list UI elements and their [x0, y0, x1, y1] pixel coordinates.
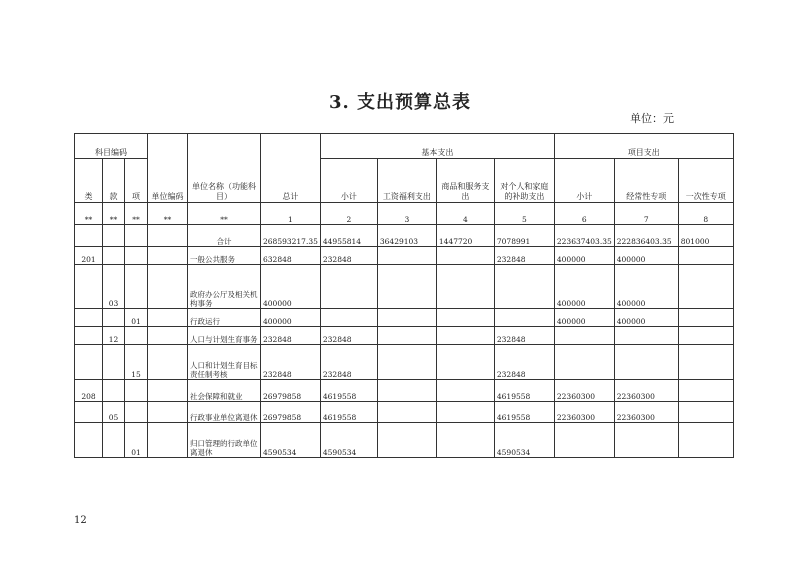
code-xiang: 01 — [125, 423, 148, 458]
goods-cell: 1447720 — [436, 225, 494, 247]
goods-cell — [436, 247, 494, 265]
table-row — [75, 380, 734, 402]
code-kuan: 05 — [103, 402, 125, 423]
basic-subtotal-cell: 4619558 — [320, 402, 377, 423]
basic-subtotal-cell — [320, 309, 377, 327]
code-xiang — [125, 380, 148, 402]
salary-cell — [377, 402, 436, 423]
salary-cell — [377, 380, 436, 402]
function-name-cell: 行政运行 — [188, 309, 261, 327]
basic-subtotal-cell: 232848 — [320, 345, 377, 380]
index-cell: 5 — [494, 203, 554, 225]
unit-code-cell — [148, 327, 188, 345]
goods-cell — [436, 402, 494, 423]
table-row — [75, 345, 734, 380]
one-time-cell — [678, 309, 733, 327]
index-cell: ** — [148, 203, 188, 225]
personal-cell — [494, 265, 554, 309]
basic-subtotal-cell: 232848 — [320, 327, 377, 345]
salary-cell — [377, 309, 436, 327]
code-kuan — [103, 380, 125, 402]
unit-code-cell — [148, 345, 188, 380]
goods-cell — [436, 345, 494, 380]
project-subtotal-cell — [554, 327, 614, 345]
project-subtotal-cell — [554, 345, 614, 380]
code-kuan — [103, 309, 125, 327]
index-cell: 8 — [678, 203, 733, 225]
header-unit-name: 单位名称（功能科目） — [188, 134, 261, 203]
recurring-cell — [614, 345, 678, 380]
salary-cell — [377, 423, 436, 458]
code-lei — [75, 423, 103, 458]
index-cell: 1 — [261, 203, 321, 225]
table-row — [75, 265, 734, 309]
project-subtotal-cell: 400000 — [554, 247, 614, 265]
goods-cell — [436, 327, 494, 345]
header-one-time: 一次性专项 — [678, 159, 733, 203]
code-lei — [75, 345, 103, 380]
header-basic-subtotal: 小计 — [320, 159, 377, 203]
total-cell: 4590534 — [261, 423, 321, 458]
recurring-cell: 400000 — [614, 265, 678, 309]
function-name-cell: 政府办公厅及相关机构事务 — [188, 265, 261, 309]
total-cell: 268593217.35 — [261, 225, 321, 247]
personal-cell: 4590534 — [494, 423, 554, 458]
header-lei: 类 — [75, 159, 103, 203]
project-subtotal-cell: 400000 — [554, 309, 614, 327]
personal-cell: 7078991 — [494, 225, 554, 247]
code-xiang — [125, 225, 148, 247]
expenditure-budget-table — [74, 133, 734, 458]
unit-code-cell — [148, 247, 188, 265]
header-kuan: 款 — [103, 159, 125, 203]
project-subtotal-cell: 22360300 — [554, 380, 614, 402]
one-time-cell — [678, 247, 733, 265]
page-number: 12 — [74, 515, 87, 526]
index-cell: 7 — [614, 203, 678, 225]
unit-code-cell — [148, 380, 188, 402]
function-name-cell: 一般公共服务 — [188, 247, 261, 265]
code-xiang — [125, 327, 148, 345]
basic-subtotal-cell: 4590534 — [320, 423, 377, 458]
personal-cell — [494, 309, 554, 327]
one-time-cell — [678, 380, 733, 402]
function-name-cell: 人口与计划生育事务 — [188, 327, 261, 345]
index-cell: ** — [125, 203, 148, 225]
one-time-cell — [678, 345, 733, 380]
header-xiang: 项 — [125, 159, 148, 203]
header-unit-code: 单位编码 — [148, 134, 188, 203]
personal-cell: 232848 — [494, 327, 554, 345]
code-lei — [75, 402, 103, 423]
table-row — [75, 247, 734, 265]
index-cell: 6 — [554, 203, 614, 225]
code-xiang: 01 — [125, 309, 148, 327]
header-personal-family: 对个人和家庭的补助支出 — [494, 159, 554, 203]
personal-cell: 4619558 — [494, 402, 554, 423]
table-row — [75, 309, 734, 327]
unit-code-cell — [148, 265, 188, 309]
function-name-cell: 人口和计划生育目标责任制考核 — [188, 345, 261, 380]
index-cell: 2 — [320, 203, 377, 225]
unit-code-cell — [148, 423, 188, 458]
code-xiang: 15 — [125, 345, 148, 380]
salary-cell — [377, 247, 436, 265]
project-subtotal-cell — [554, 423, 614, 458]
header-project-subtotal: 小计 — [554, 159, 614, 203]
goods-cell — [436, 423, 494, 458]
page-title: 3. 支出预算总表 — [328, 92, 472, 113]
header-salary-welfare: 工资福利支出 — [377, 159, 436, 203]
total-cell: 232848 — [261, 327, 321, 345]
index-cell: ** — [188, 203, 261, 225]
function-name-cell: 行政事业单位离退休 — [188, 402, 261, 423]
function-name-cell: 社会保障和就业 — [188, 380, 261, 402]
function-name-cell: 归口管理的行政单位离退休 — [188, 423, 261, 458]
one-time-cell — [678, 265, 733, 309]
recurring-cell: 22360300 — [614, 402, 678, 423]
personal-cell: 232848 — [494, 247, 554, 265]
project-subtotal-cell: 400000 — [554, 265, 614, 309]
unit-code-cell — [148, 309, 188, 327]
one-time-cell — [678, 327, 733, 345]
total-cell: 26979858 — [261, 402, 321, 423]
recurring-cell: 222836403.35 — [614, 225, 678, 247]
code-xiang — [125, 265, 148, 309]
unit-code-cell — [148, 402, 188, 423]
recurring-cell — [614, 327, 678, 345]
total-cell: 632848 — [261, 247, 321, 265]
project-subtotal-cell: 223637403.35 — [554, 225, 614, 247]
recurring-cell: 400000 — [614, 309, 678, 327]
recurring-cell — [614, 423, 678, 458]
code-lei — [75, 327, 103, 345]
table-row — [75, 423, 734, 458]
code-lei — [75, 225, 103, 247]
code-xiang — [125, 247, 148, 265]
index-cell: ** — [103, 203, 125, 225]
code-kuan: 03 — [103, 265, 125, 309]
one-time-cell — [678, 423, 733, 458]
goods-cell — [436, 265, 494, 309]
project-subtotal-cell: 22360300 — [554, 402, 614, 423]
total-cell: 232848 — [261, 345, 321, 380]
code-lei: 201 — [75, 247, 103, 265]
basic-subtotal-cell: 232848 — [320, 247, 377, 265]
salary-cell — [377, 345, 436, 380]
function-name-cell: 合计 — [188, 225, 261, 247]
code-kuan — [103, 345, 125, 380]
index-cell: 3 — [377, 203, 436, 225]
personal-cell: 4619558 — [494, 380, 554, 402]
table-row — [75, 402, 734, 423]
recurring-cell: 400000 — [614, 247, 678, 265]
code-kuan: 12 — [103, 327, 125, 345]
header-basic-expense: 基本支出 — [320, 134, 554, 159]
code-xiang — [125, 402, 148, 423]
index-cell: ** — [75, 203, 103, 225]
header-goods-services: 商品和服务支出 — [436, 159, 494, 203]
basic-subtotal-cell — [320, 265, 377, 309]
table-row — [75, 327, 734, 345]
code-kuan — [103, 247, 125, 265]
code-kuan — [103, 225, 125, 247]
salary-cell — [377, 327, 436, 345]
total-cell: 400000 — [261, 265, 321, 309]
code-lei: 208 — [75, 380, 103, 402]
basic-subtotal-cell: 4619558 — [320, 380, 377, 402]
basic-subtotal-cell: 44955814 — [320, 225, 377, 247]
one-time-cell: 801000 — [678, 225, 733, 247]
unit-code-cell — [148, 225, 188, 247]
code-lei — [75, 265, 103, 309]
header-project-expense: 项目支出 — [554, 134, 733, 159]
goods-cell — [436, 309, 494, 327]
salary-cell — [377, 265, 436, 309]
header-recurring: 经常性专项 — [614, 159, 678, 203]
total-cell: 26979858 — [261, 380, 321, 402]
header-total: 总计 — [261, 134, 321, 203]
recurring-cell: 22360300 — [614, 380, 678, 402]
code-lei — [75, 309, 103, 327]
table-row — [75, 225, 734, 247]
code-kuan — [103, 423, 125, 458]
one-time-cell — [678, 402, 733, 423]
unit-label: 单位：元 — [630, 112, 674, 125]
goods-cell — [436, 380, 494, 402]
personal-cell: 232848 — [494, 345, 554, 380]
index-cell: 4 — [436, 203, 494, 225]
salary-cell: 36429103 — [377, 225, 436, 247]
header-subject-code: 科目编码 — [75, 134, 148, 159]
total-cell: 400000 — [261, 309, 321, 327]
